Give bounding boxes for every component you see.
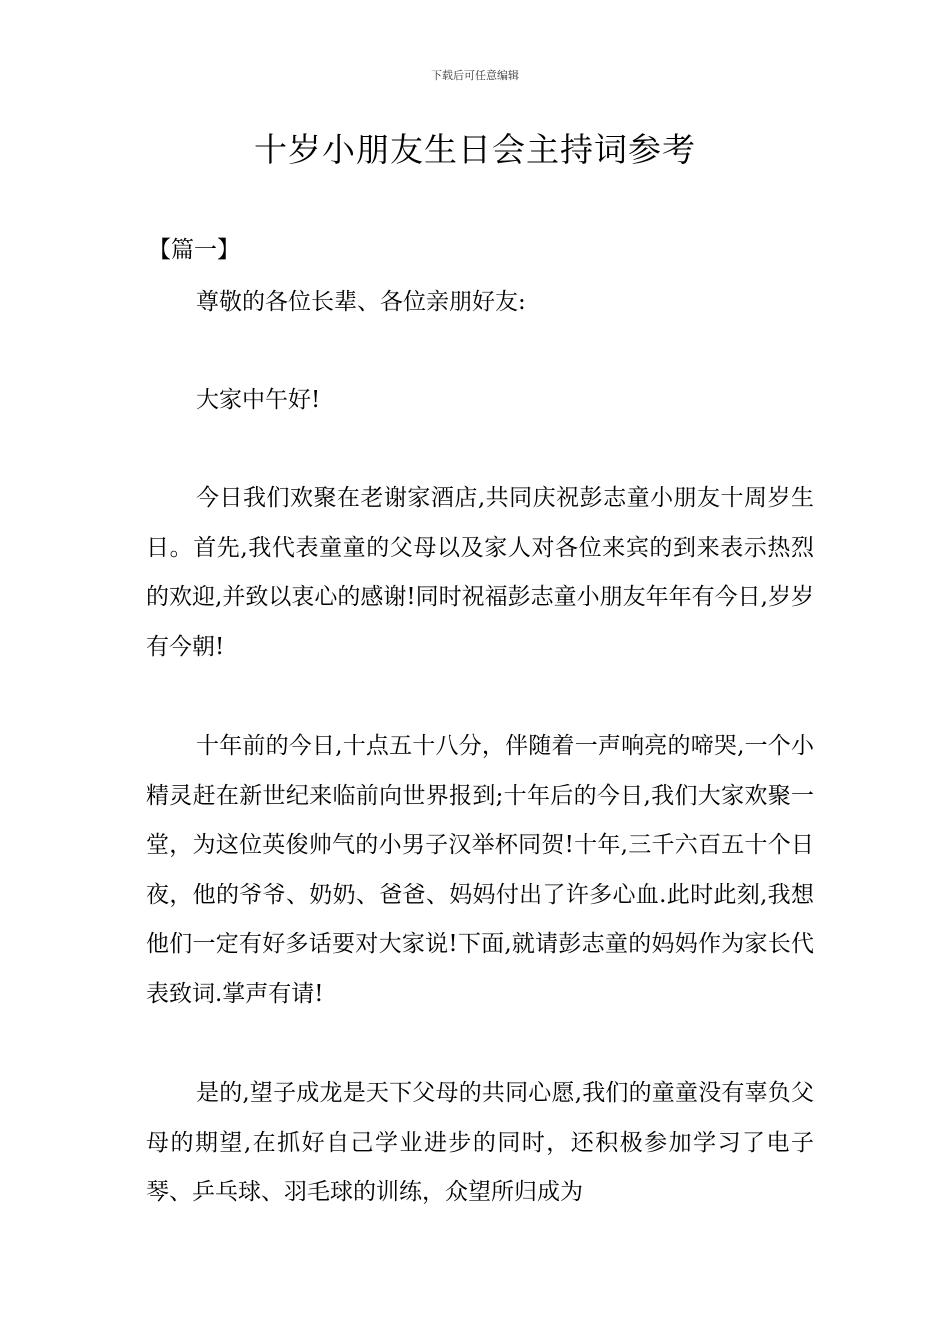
header-note: 下载后可任意编辑 [431,69,519,82]
paragraph-greeting: 尊敬的各位长辈、各位亲朋好友: [196,289,526,315]
paragraph-ten-years: 十年前的今日,十点五十八分，伴随着一声响亮的啼哭,一个小精灵赶在新世纪来临前向世界报到;十年后的今日,我们大家欢聚一堂，为这位英俊帅气的小男子汉举杯同贺!十年,三千六百五十个日夜，他的爷爷、奶奶、爸爸、妈妈付出了许多心血.此时此刻,我想他们一定有好多话要对大家说!下面,就请彭志童的妈妈作为家长代表致词.掌声有请! [146,733,814,1007]
paragraph-hello: 大家中午好! [196,387,321,413]
document-title: 十岁小朋友生日会主持词参考 [254,130,696,169]
paragraph-achievements: 是的,望子成龙是天下父母的共同心愿,我们的童童没有辜负父母的期望,在抓好自己学业进步的同时，还积极参加学习了电子琴、乒乓球、羽毛球的训练，众望所归成为 [146,1080,814,1205]
section-label: 【篇一】 [148,237,240,263]
paragraph-welcome: 今日我们欢聚在老谢家酒店,共同庆祝彭志童小朋友十周岁生日。首先,我代表童童的父母以及家人对各位来宾的到来表示热烈的欢迎,并致以衷心的感谢!同时祝福彭志童小朋友年年有今日,岁岁有今朝! [146,485,814,660]
